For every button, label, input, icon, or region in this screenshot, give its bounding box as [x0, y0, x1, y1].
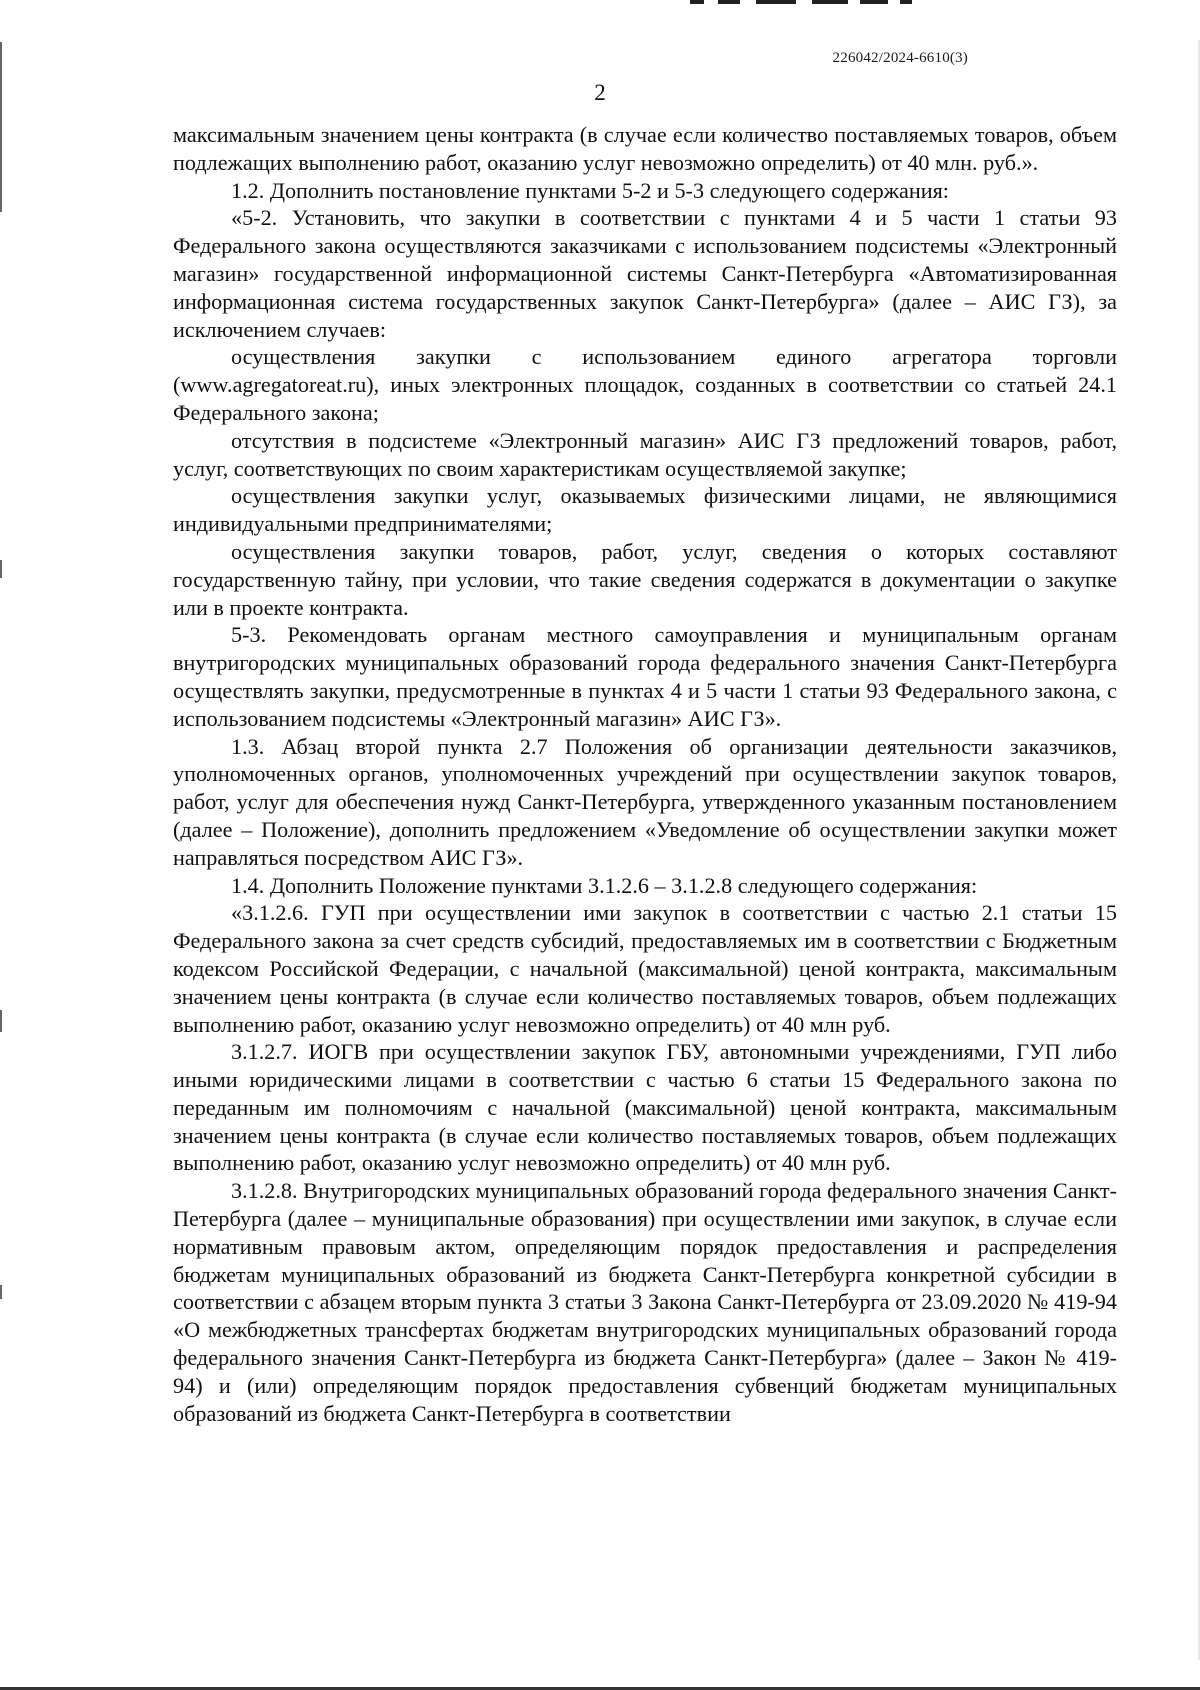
- paragraph: 3.1.2.7. ИОГВ при осуществлении закупок ГБУ, автономными учреждениями, ГУП либо иными юридическими лицами в соответствии с частью 6 статьи 15 Федерального закона по переданным им полномочиям с начальной (максимальной) ценой контракта, максимальным значением цены контракта (в случае если количество поставляемых товаров, объем подлежащих выполнению работ, оказанию услуг невозможно определить) от 40 млн руб.: [173, 1039, 1117, 1176]
- paragraph: максимальным значением цены контракта (в случае если количество поставляемых товаров, объем подлежащих выполнению работ, оказанию услуг невозможно определить) от 40 млн. руб.».: [173, 122, 1117, 175]
- paragraph: 1.3. Абзац второй пункта 2.7 Положения об организации деятельности заказчиков, уполномоченных органов, уполномоченных учреждений при осуществлении закупок товаров, работ, услуг для обеспечения нужд Санкт-Петербурга, утвержденного указанным постановлением (далее – Положение), дополнить предложением «Уведомление об осуществлении закупки может направляться посредством АИС ГЗ».: [173, 733, 1117, 870]
- scan-top-marks: [690, 0, 1010, 6]
- paragraph: осуществления закупки товаров, работ, услуг, сведения о которых составляют государственную тайну, при условии, что такие сведения содержатся в документации о закупке или в проекте контракта.: [173, 538, 1117, 620]
- paragraph: осуществления закупки с использованием единого агрегатора торговли (www.agregatoreat.ru), иных электронных площадок, созданных в соответствии со статьей 24.1 Федерального закона;: [173, 344, 1117, 425]
- page-number: 2: [594, 80, 606, 105]
- paragraph: 1.4. Дополнить Положение пунктами 3.1.2.6 – 3.1.2.8 следующего содержания:: [231, 872, 978, 898]
- document-body: [173, 121, 1117, 1427]
- paragraph: 1.2. Дополнить постановление пунктами 5-2 и 5-3 следующего содержания:: [231, 177, 949, 203]
- paragraph: 3.1.2.8. Внутригородских муниципальных образований города федерального значения Санкт-Петербурга (далее – муниципальные образования) при осуществлении ими закупок, в случае если нормативным правовым актом, определяющим порядок предоставления и распределения бюджетам муниципальных образований из бюджета Санкт-Петербурга конкретной субсидии в соответствии с абзацем вторым пункта 3 статьи 3 Закона Санкт-Петербурга от 23.09.2020 № 419-94 «О межбюджетных трансфертах бюджетам внутригородских муниципальных образований города федерального значения Санкт-Петербурга из бюджета Санкт-Петербурга» (далее – Закон № 419-94) и (или) определяющим порядок предоставления субвенций бюджетам муниципальных образований из бюджета Санкт-Петербурга в соответствии: [173, 1178, 1117, 1426]
- paragraph: осуществления закупки услуг, оказываемых физическими лицами, не являющимися индивидуальными предпринимателями;: [173, 483, 1117, 537]
- paragraph: отсутствия в подсистеме «Электронный магазин» АИС ГЗ предложений товаров, работ, услуг, соответствующих по своим характеристикам осуществляемой закупке;: [173, 427, 1117, 481]
- paragraph: «5-2. Установить, что закупки в соответствии с пунктами 4 и 5 части 1 статьи 93 Федерального закона осуществляются заказчиками с использованием подсистемы «Электронный магазин» государственной информационной системы Санкт-Петербурга «Автоматизированная информационная система государственных закупок Санкт-Петербурга» (далее – АИС ГЗ), за исключением случаев:: [173, 205, 1117, 342]
- paragraph: 5-3. Рекомендовать органам местного самоуправления и муниципальным органам внутригородских муниципальных образований города федерального значения Санкт-Петербурга осуществлять закупки, предусмотренные в пунктах 4 и 5 части 1 статьи 93 Федерального закона, с использованием подсистемы «Электронный магазин» АИС ГЗ».: [173, 622, 1117, 731]
- document-registration-number: 226042/2024-6610(3): [832, 50, 968, 66]
- paragraph: «3.1.2.6. ГУП при осуществлении ими закупок в соответствии с частью 2.1 статьи 15 Федерального закона за счет средств субсидий, предоставляемых им в соответствии с Бюджетным кодексом Российской Федерации, с начальной (максимальной) ценой контракта, максимальным значением цены контракта (в случае если количество поставляемых товаров, объем подлежащих выполнению работ, оказанию услуг невозможно определить) от 40 млн руб.: [173, 900, 1117, 1037]
